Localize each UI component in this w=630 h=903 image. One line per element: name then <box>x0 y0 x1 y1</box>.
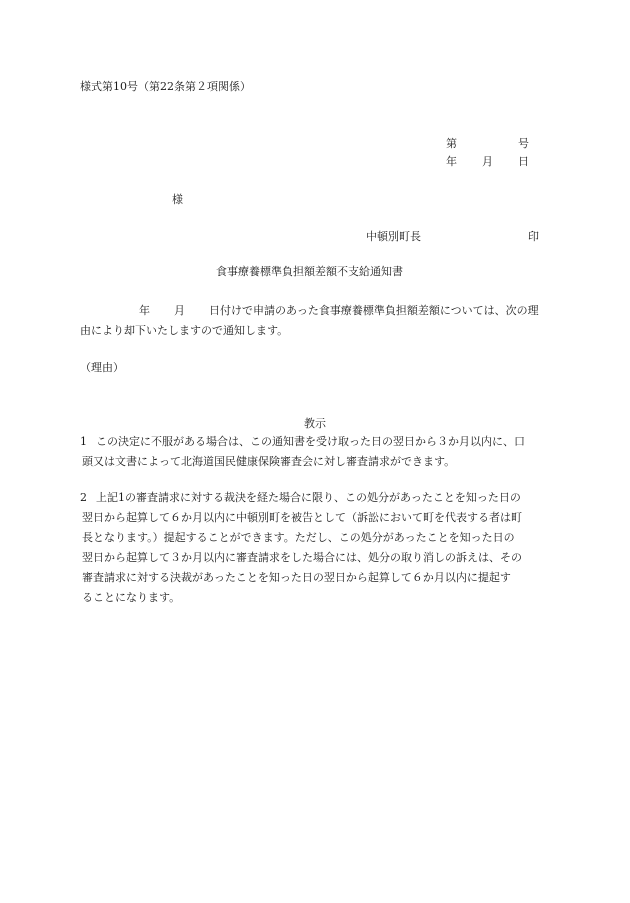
date-year: 年 <box>446 155 457 168</box>
reason-label: （理由） <box>80 361 124 374</box>
notice-item-2-line: 長となります。）提起することができます。ただし、この処分があったことを知った日の <box>82 531 515 544</box>
notice-item-number: 1 <box>80 435 87 448</box>
notice-item-2-line: ることになります。 <box>82 591 181 604</box>
notice-item-1-line: この決定に不服がある場合は、この通知書を受け取った日の翌日から３か月以内に、口 <box>96 435 525 448</box>
notice-item-2-line: 上記1の審査請求に対する裁決を経た場合に限り、この処分があったことを知った日の <box>96 491 521 504</box>
notice-item-2 <box>82 488 566 608</box>
notice-item-number: 2 <box>80 491 87 504</box>
document-title: 食事療養標準負担額差額不支給通知書 <box>216 265 403 278</box>
body-line-2: 由により却下いたしますので通知します。 <box>80 324 289 337</box>
notice-item-2-line: 翌日から起算して６か月以内に中頓別町を被告として（訴訟において町を代表する者は町 <box>82 511 522 524</box>
seal-mark: 印 <box>528 230 539 243</box>
issuer-name: 中頓別町長 <box>366 230 421 243</box>
notice-item-2-line: 審査請求に対する決裁があったことを知った日の翌日から起算して６か月以内に提起す <box>82 571 511 584</box>
doc-number-dai: 第 <box>446 137 457 150</box>
body-month: 月 <box>174 304 185 317</box>
addressee-suffix: 様 <box>172 193 183 206</box>
notice-item-1 <box>82 432 566 472</box>
doc-number-go: 号 <box>518 137 529 150</box>
date-month: 月 <box>482 155 493 168</box>
notice-heading: 教示 <box>304 417 326 430</box>
body-line-1: 日付けで申請のあった食事療養標準負担額差額については、次の理 <box>209 304 539 317</box>
date-day: 日 <box>518 155 529 168</box>
form-label: 様式第10号（第22条第２項関係） <box>80 80 251 93</box>
notice-item-2-line: 翌日から起算して３か月以内に審査請求をした場合には、処分の取り消しの訴えは、その <box>82 551 522 564</box>
body-year: 年 <box>139 304 150 317</box>
notice-item-1-line: 頭又は文書によって北海道国民健康保険審査会に対し審査請求ができます。 <box>82 455 456 468</box>
